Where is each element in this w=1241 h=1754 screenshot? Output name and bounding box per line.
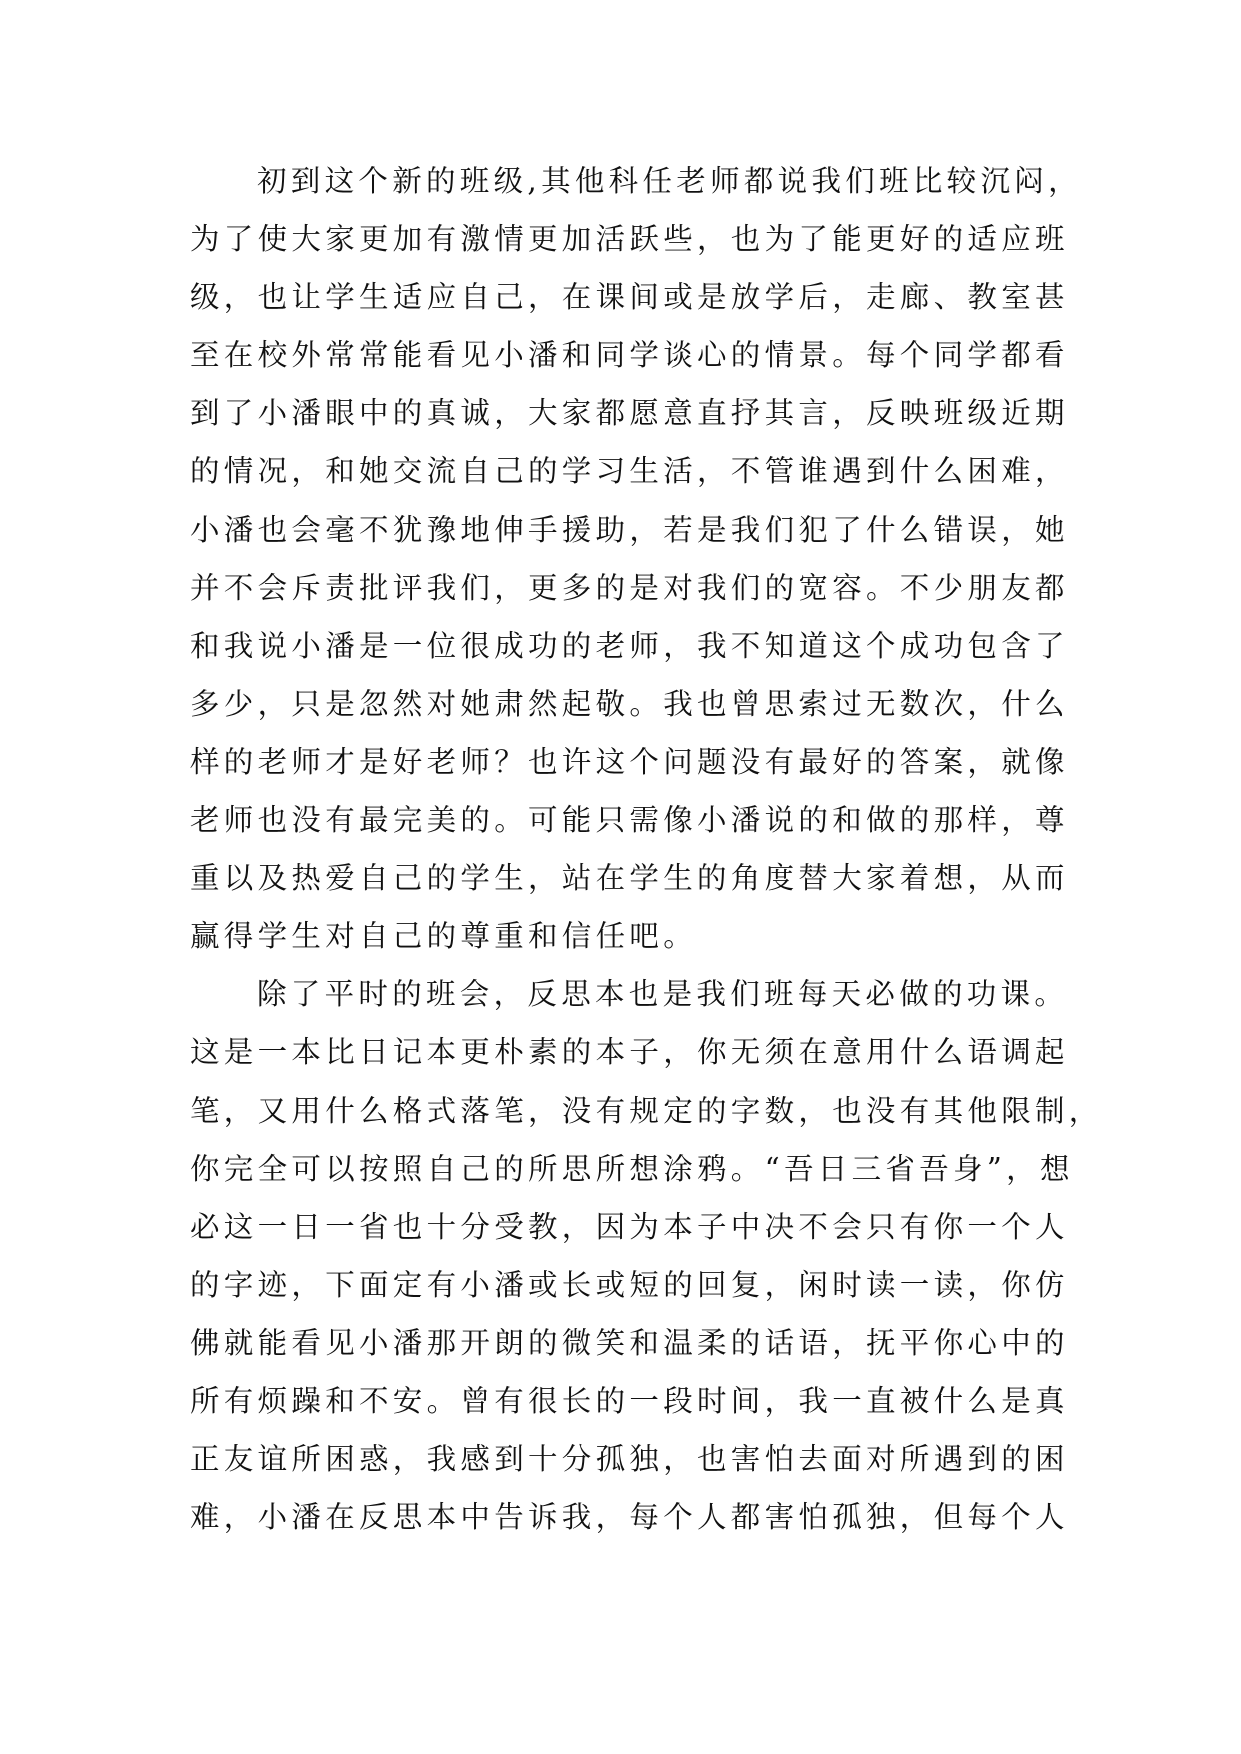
paragraph-1-line: 初到这个新的班级,其他科任老师都说我们班比较沉闷， xyxy=(257,164,1082,198)
paragraph-2-line: 佛就能看见小潘那开朗的微笑和温柔的话语，抚平你心中的 xyxy=(190,1325,1069,1360)
paragraph-2-line: 这是一本比日记本更朴素的本子，你无须在意用什么语调起 xyxy=(190,1035,1069,1070)
paragraph-1-line: 并不会斥责批评我们，更多的是对我们的宽容。不少朋友都 xyxy=(190,570,1069,605)
paragraph-2-line: 必这一日一省也十分受教，因为本子中决不会只有你一个人 xyxy=(190,1209,1069,1244)
paragraph-1-line: 到了小潘眼中的真诚，大家都愿意直抒其言，反映班级近期 xyxy=(190,396,1069,431)
paragraph-1-line: 和我说小潘是一位很成功的老师，我不知道这个成功包含了 xyxy=(190,628,1069,663)
paragraph-2-line: 所有烦躁和不安。曾有很长的一段时间，我一直被什么是真 xyxy=(190,1383,1069,1418)
paragraph-1-line: 多少，只是忽然对她肃然起敬。我也曾思索过无数次，什么 xyxy=(190,686,1069,721)
paragraph-1-line: 小潘也会毫不犹豫地伸手援助，若是我们犯了什么错误，她 xyxy=(190,512,1069,547)
paragraph-2-line: 笔，又用什么格式落笔，没有规定的字数，也没有其他限制， xyxy=(190,1093,1103,1128)
paragraph-2-line: 的字迹，下面定有小潘或长或短的回复，闲时读一读，你仿 xyxy=(190,1267,1069,1302)
paragraph-1-line: 重以及热爱自己的学生，站在学生的角度替大家着想，从而 xyxy=(190,861,1069,896)
paragraph-1-line: 样的老师才是好老师？也许这个问题没有最好的答案，就像 xyxy=(190,744,1069,779)
paragraph-2-line: 难，小潘在反思本中告诉我，每个人都害怕孤独，但每个人 xyxy=(190,1500,1069,1535)
paragraph-2-line: 除了平时的班会，反思本也是我们班每天必做的功课。 xyxy=(257,977,1069,1012)
paragraph-1-line: 的情况，和她交流自己的学习生活，不管谁遇到什么困难， xyxy=(190,454,1069,489)
document-body xyxy=(190,152,1103,1546)
paragraph-1-line: 为了使大家更加有激情更加活跃些，也为了能更好的适应班 xyxy=(190,222,1069,257)
paragraph-2-line: 你完全可以按照自己的所思所想涂鸦。“吾日三省吾身”，想 xyxy=(190,1151,1074,1186)
paragraph-1-line: 级，也让学生适应自己，在课间或是放学后，走廊、教室甚 xyxy=(190,280,1069,315)
paragraph-2-line: 正友谊所困惑，我感到十分孤独，也害怕去面对所遇到的困 xyxy=(190,1442,1069,1477)
paragraph-1-line: 老师也没有最完美的。可能只需像小潘说的和做的那样，尊 xyxy=(190,803,1069,838)
paragraph-1-line: 至在校外常常能看见小潘和同学谈心的情景。每个同学都看 xyxy=(190,338,1069,373)
paragraph-1-line: 赢得学生对自己的尊重和信任吧。 xyxy=(190,919,698,954)
